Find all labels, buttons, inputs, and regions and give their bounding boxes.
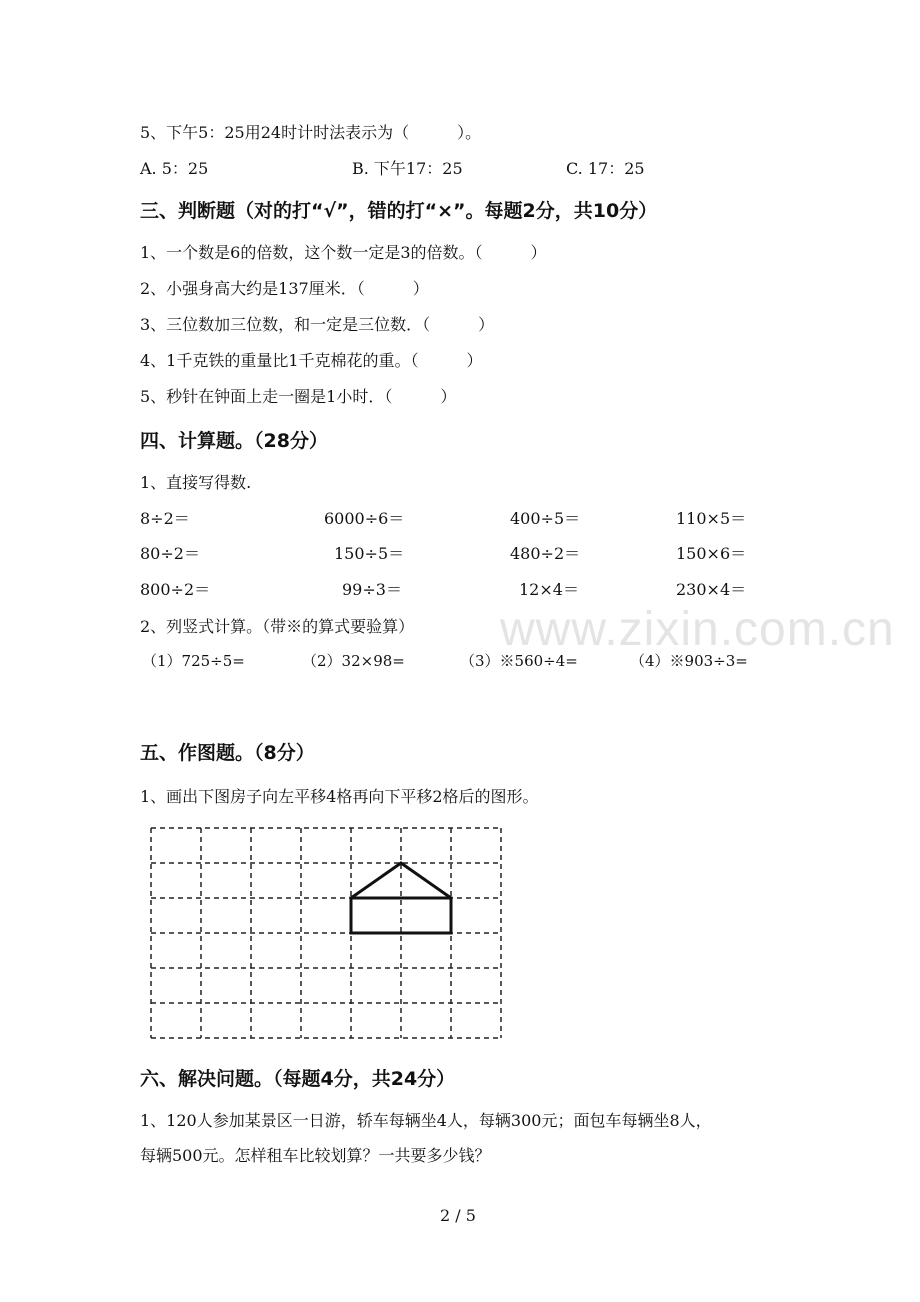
page-number: 2 / 5 — [440, 1206, 476, 1225]
vertical-calc-1: （1）725÷5= — [142, 652, 245, 670]
calc-cell: 480÷2＝ — [510, 544, 581, 563]
calc-cell: 6000÷6＝ — [324, 509, 405, 528]
calc-cell: 150÷5＝ — [334, 544, 405, 563]
q5-stem: 5、下午5：25用24时计时法表示为（ ）。 — [140, 123, 482, 142]
q5-option-b: B. 下午17：25 — [352, 159, 463, 178]
section5-title: 五、作图题。（8分） — [140, 742, 315, 764]
calc-q1-label: 1、直接写得数. — [140, 473, 252, 492]
calc-cell: 230×4＝ — [676, 580, 747, 599]
vertical-calc-2: （2）32×98= — [302, 652, 405, 670]
problem-1-line-2: 每辆500元。怎样租车比较划算？一共要多少钱？ — [140, 1146, 491, 1165]
judge-item-5: 5、秒针在钟面上走一圈是1小时．（ ） — [140, 387, 457, 406]
q5-option-a: A. 5：25 — [140, 159, 209, 178]
calc-cell: 8÷2＝ — [140, 509, 190, 528]
judge-item-4: 4、1千克铁的重量比1千克棉花的重。（ ） — [140, 351, 483, 370]
vertical-calc-4: （4）※903÷3= — [630, 652, 748, 670]
dotted-grid — [140, 820, 510, 1042]
calc-q2-label: 2、列竖式计算。（带※的算式要验算） — [140, 617, 415, 636]
judge-item-3: 3、三位数加三位数，和一定是三位数．（ ） — [140, 315, 495, 334]
calc-cell: 80÷2＝ — [140, 544, 200, 563]
watermark: www.zixin.com.cn — [500, 603, 895, 656]
section4-title: 四、计算题。（28分） — [140, 430, 328, 452]
vertical-calc-3: （3）※560÷4= — [460, 652, 578, 670]
judge-item-1: 1、一个数是6的倍数，这个数一定是3的倍数。（ ） — [140, 243, 547, 262]
problem-1-line-1: 1、120人参加某景区一日游，轿车每辆坐4人，每辆300元；面包车每辆坐8人， — [140, 1111, 712, 1130]
calc-cell: 800÷2＝ — [140, 580, 211, 599]
drawing-q1: 1、画出下图房子向左平移4格再向下平移2格后的图形。 — [140, 787, 539, 806]
section6-title: 六、解决问题。（每题4分，共24分） — [140, 1068, 456, 1090]
judge-item-2: 2、小强身高大约是137厘米．（ ） — [140, 279, 429, 298]
calc-cell: 99÷3＝ — [342, 580, 402, 599]
q5-option-c: C. 17：25 — [566, 159, 645, 178]
calc-cell: 150×6＝ — [676, 544, 747, 563]
calc-cell: 12×4＝ — [519, 580, 579, 599]
section3-title: 三、判断题（对的打“√”，错的打“×”。每题2分，共10分） — [140, 200, 658, 222]
calc-cell: 400÷5＝ — [510, 509, 581, 528]
calc-cell: 110×5＝ — [676, 509, 747, 528]
